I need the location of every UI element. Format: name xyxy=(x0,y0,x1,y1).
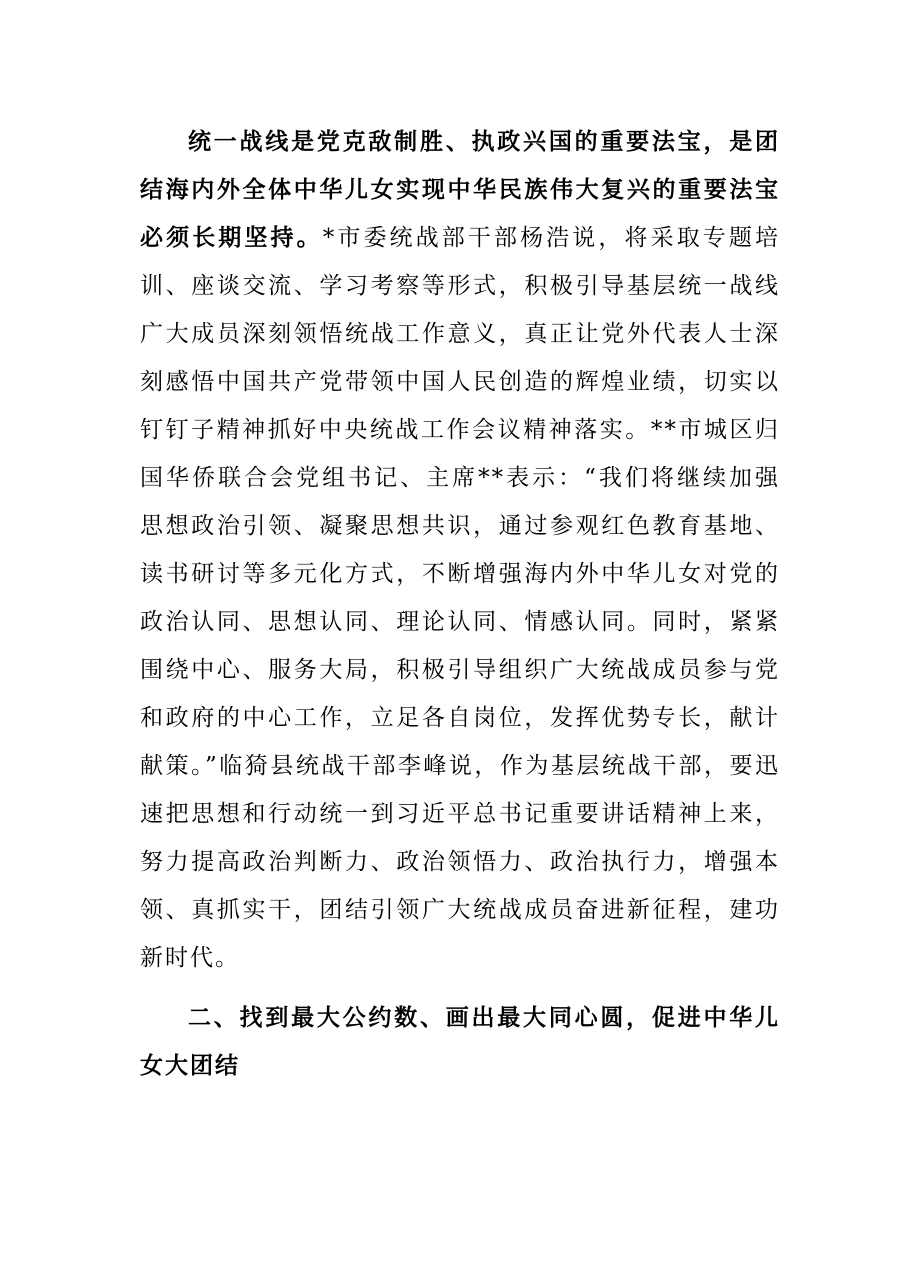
paragraph-body-text: *市委统战部干部杨浩说，将采取专题培训、座谈交流、学习考察等形式，积极引导基层统一战线广大成员深刻领悟统战工作意义，真正让党外代表人士深刻感悟中国共产党带领中国人民创造的辉煌业绩，切实以钉钉子精神抓好中央统战工作会议精神落实。**市城区归国华侨联合会党组书记、主席**表示：“我们将继续加强思想政治引领、凝聚思想共识，通过参观红色教育基地、读书研讨等多元化方式，不断增强海内外中华儿女对党的政治认同、思想认同、理论认同、情感认同。同时，紧紧围绕中心、服务大局，积极引导组织广大统战成员参与党和政府的中心工作，立足各自岗位，发挥优势专长，献计献策。”临猗县统战干部李峰说，作为基层统战干部，要迅速把思想和行动统一到习近平总书记重要讲话精神上来，努力提高政治判断力、政治领悟力、政治执行力，增强本领、真抓实干，团结引领广大统战成员奋进新征程，建功新时代。 xyxy=(140,225,781,971)
paragraph-bold-lead: 统一战线是党克敌制胜、执政兴国的重要法宝，是团结海内外全体中华儿女实现中华民族伟大复兴的重要法宝必须长期坚持。 xyxy=(140,128,780,251)
section-heading-2: 二、找到最大公约数、画出最大同心圆，促进中华儿女大团结 xyxy=(140,1004,780,1079)
paragraph-statement xyxy=(140,118,780,982)
